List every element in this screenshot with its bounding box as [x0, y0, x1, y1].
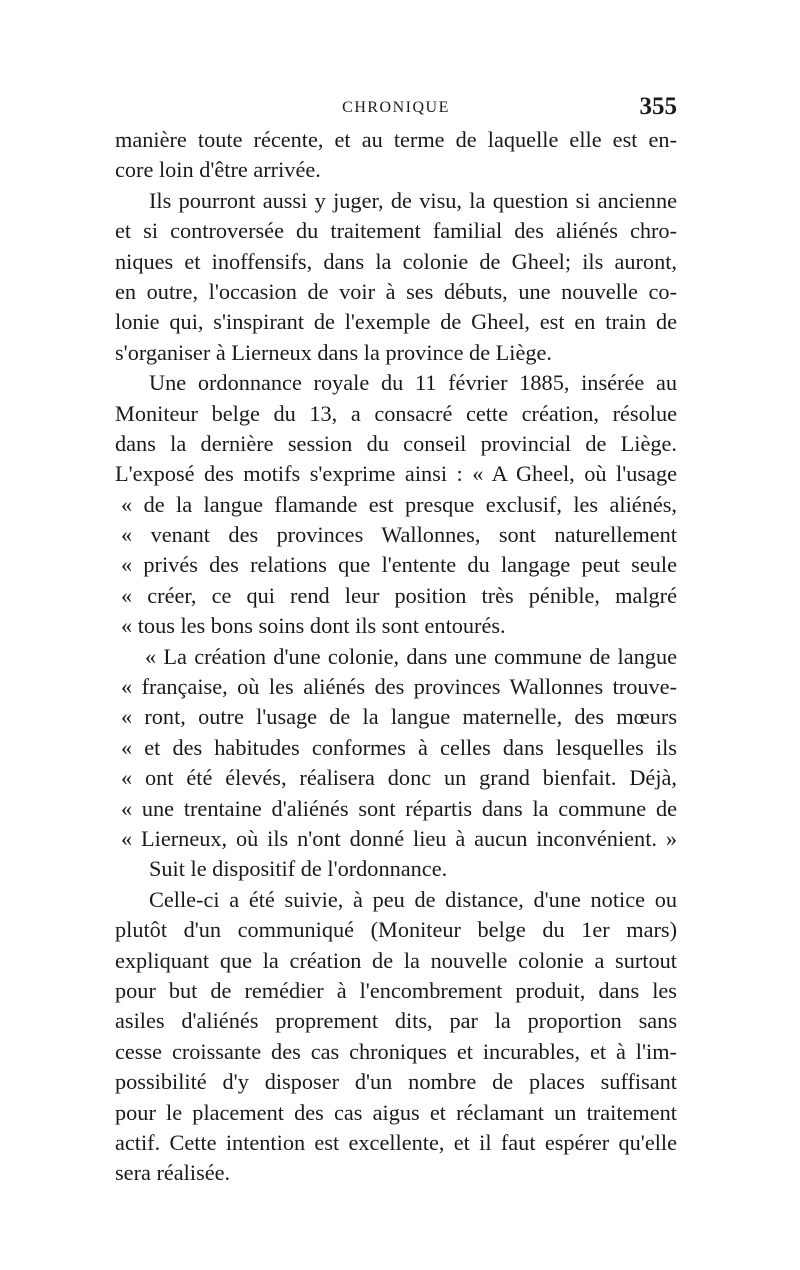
text-line: et si controversée du traitement familial des aliénés chro-: [115, 218, 677, 244]
text-line: expliquant que la création de la nouvelle colonie a surtout: [115, 947, 677, 973]
page-header: [115, 93, 677, 123]
paragraph-first-line: Suit le dispositif de l'ordonnance.: [149, 856, 448, 882]
quote-line: « Lierneux, où ils n'ont donné lieu à aucun inconvénient. »: [121, 825, 677, 851]
text-line: sera réalisée.: [115, 1160, 231, 1186]
quote-line: « française, où les aliénés des provinces Wallonnes trouve-: [121, 674, 677, 700]
text-line: dans la dernière session du conseil provincial de Liège.: [115, 430, 677, 456]
text-line: asiles d'aliénés proprement dits, par la proportion sans: [115, 1008, 677, 1034]
text-line: Moniteur belge du 13, a consacré cette création, résolue: [115, 400, 677, 426]
text-line: L'exposé des motifs s'exprime ainsi : « A Gheel, où l'usage: [115, 461, 677, 487]
quote-line: « La création d'une colonie, dans une commune de langue: [145, 643, 677, 669]
text-line: lonie qui, s'inspirant de l'exemple de Gheel, est en train de: [115, 309, 677, 335]
quote-line: « tous les bons soins dont ils sont entourés.: [121, 613, 506, 639]
text-line: core loin d'être arrivée.: [115, 157, 321, 183]
paragraph-first-line: Ils pourront aussi y juger, de visu, la question si ancienne: [149, 187, 677, 213]
quote-line: « une trentaine d'aliénés sont répartis dans la commune de: [121, 795, 677, 821]
quote-line: « ront, outre l'usage de la langue maternelle, des mœurs: [121, 704, 677, 730]
text-line: pour le placement des cas aigus et réclamant un traitement: [115, 1099, 677, 1125]
text-line: plutôt d'un communiqué (Moniteur belge du 1er mars): [115, 917, 677, 943]
text-line: s'organiser à Lierneux dans la province de Liège.: [115, 339, 552, 365]
quote-line: « privés des relations que l'entente du langage peut seule: [121, 552, 677, 578]
text-line: pour but de remédier à l'encombrement produit, dans les: [115, 977, 677, 1003]
paragraph-first-line: Celle-ci a été suivie, à peu de distance, d'une notice ou: [149, 886, 677, 912]
text-line: possibilité d'y disposer d'un nombre de places suffisant: [115, 1069, 677, 1095]
body-text: [115, 125, 677, 1189]
quote-line: « ont été élevés, réalisera donc un grand bienfait. Déjà,: [121, 765, 677, 791]
text-line: niques et inoffensifs, dans la colonie de Gheel; ils auront,: [115, 248, 677, 274]
text-line: manière toute récente, et au terme de laquelle elle est en-: [115, 127, 677, 152]
quote-line: « créer, ce qui rend leur position très pénible, malgré: [121, 582, 677, 608]
text-line: en outre, l'occasion de voir à ses débuts, une nouvelle co-: [115, 278, 677, 304]
quote-line: « venant des provinces Wallonnes, sont naturellement: [121, 522, 677, 548]
page-number: 355: [639, 93, 677, 120]
text-line: cesse croissante des cas chroniques et incurables, et à l'im-: [115, 1038, 677, 1064]
text-line: actif. Cette intention est excellente, et il faut espérer qu'elle: [115, 1129, 677, 1155]
paragraph-first-line: Une ordonnance royale du 11 février 1885, insérée au: [149, 370, 677, 396]
quote-line: « et des habitudes conformes à celles dans lesquelles ils: [121, 734, 677, 760]
running-head: CHRONIQUE: [342, 99, 450, 116]
quote-line: « de la langue flamande est presque exclusif, les aliénés,: [121, 491, 677, 517]
